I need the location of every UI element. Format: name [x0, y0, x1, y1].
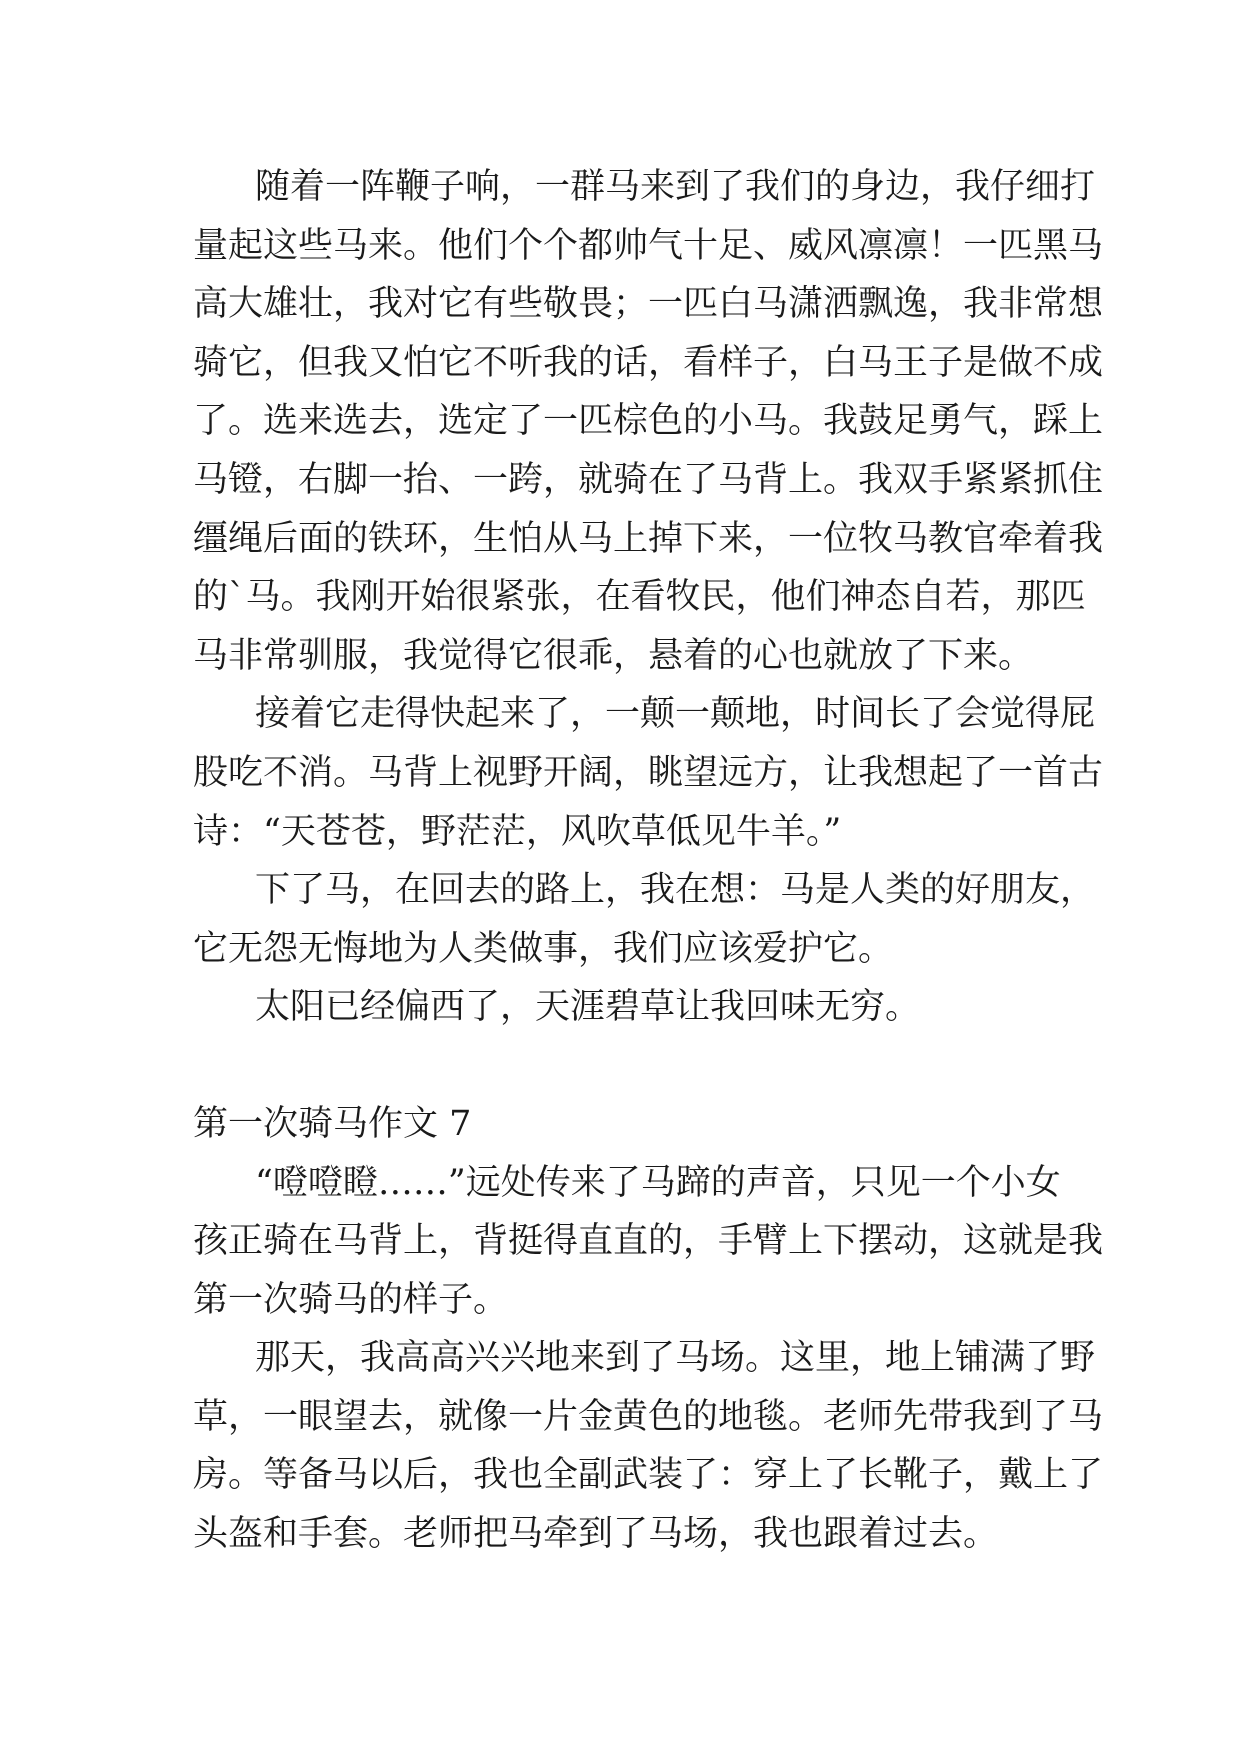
- paragraph: [193, 1154, 1104, 1330]
- text-line: 接着它走得快起来了，一颠一颠地，时间长了会觉得屁: [255, 694, 1096, 735]
- text-line: 房。等备马以后，我也全副武装了：穿上了长靴子，戴上了: [193, 1455, 1104, 1496]
- text-line: 头盔和手套。老师把马牵到了马场，我也跟着过去。: [193, 1514, 999, 1555]
- paragraph: [193, 1329, 1104, 1563]
- text-line: 太阳已经偏西了，天涯碧草让我回味无穷。: [255, 987, 921, 1028]
- text-line: 量起这些马来。他们个个都帅气十足、威风凛凛！一匹黑马: [193, 225, 1104, 266]
- text-line: 孩正骑在马背上，背挺得直直的，手臂上下摆动，这就是我: [193, 1221, 1104, 1262]
- text-line: 第一次骑马的样子。: [193, 1279, 509, 1320]
- text-line: 股吃不消。马背上视野开阔，眺望远方，让我想起了一首古: [193, 752, 1104, 793]
- text-line: 马镫，右脚一抬、一跨，就骑在了马背上。我双手紧紧抓住: [193, 459, 1104, 500]
- text-line: “噔噔瞪……”远处传来了马蹄的声音，只见一个小女: [255, 1162, 1061, 1203]
- section-heading: [193, 1095, 1055, 1154]
- paragraph: [193, 158, 1104, 685]
- text-line: 草，一眼望去，就像一片金黄色的地毯。老师先带我到了马: [193, 1396, 1104, 1437]
- text-line: 的`马。我刚开始很紧张，在看牧民，他们神态自若，那匹: [193, 577, 1086, 618]
- text-line: 缰绳后面的铁环，生怕从马上掉下来，一位牧马教官牵着我: [193, 518, 1104, 559]
- text-line: 它无怨无悔地为人类做事，我们应该爱护它。: [193, 928, 894, 969]
- text-line: 那天，我高高兴兴地来到了马场。这里，地上铺满了野: [255, 1338, 1096, 1379]
- text-line: 骑它，但我又怕它不听我的话，看样子，白马王子是做不成: [193, 342, 1104, 383]
- document-body: [193, 158, 1104, 1564]
- text-line: 马非常驯服，我觉得它很乖，悬着的心也就放了下来。: [193, 635, 1034, 676]
- heading-text: 第一次骑马作文 7: [193, 1103, 472, 1144]
- text-line: 随着一阵鞭子响，一群马来到了我们的身边，我仔细打: [255, 167, 1096, 207]
- text-line: 诗：“天苍苍，野茫茫，风吹草低见牛羊。”: [193, 811, 842, 852]
- paragraph: [193, 861, 1096, 978]
- text-line: 高大雄壮，我对它有些敬畏；一匹白马潇洒飘逸，我非常想: [193, 284, 1104, 325]
- text-line: 了。选来选去，选定了一匹棕色的小马。我鼓足勇气，踩上: [193, 401, 1104, 442]
- paragraph: [193, 685, 1104, 861]
- paragraph: [193, 978, 1055, 1037]
- text-line: 下了马，在回去的路上，我在想：马是人类的好朋友，: [255, 870, 1096, 911]
